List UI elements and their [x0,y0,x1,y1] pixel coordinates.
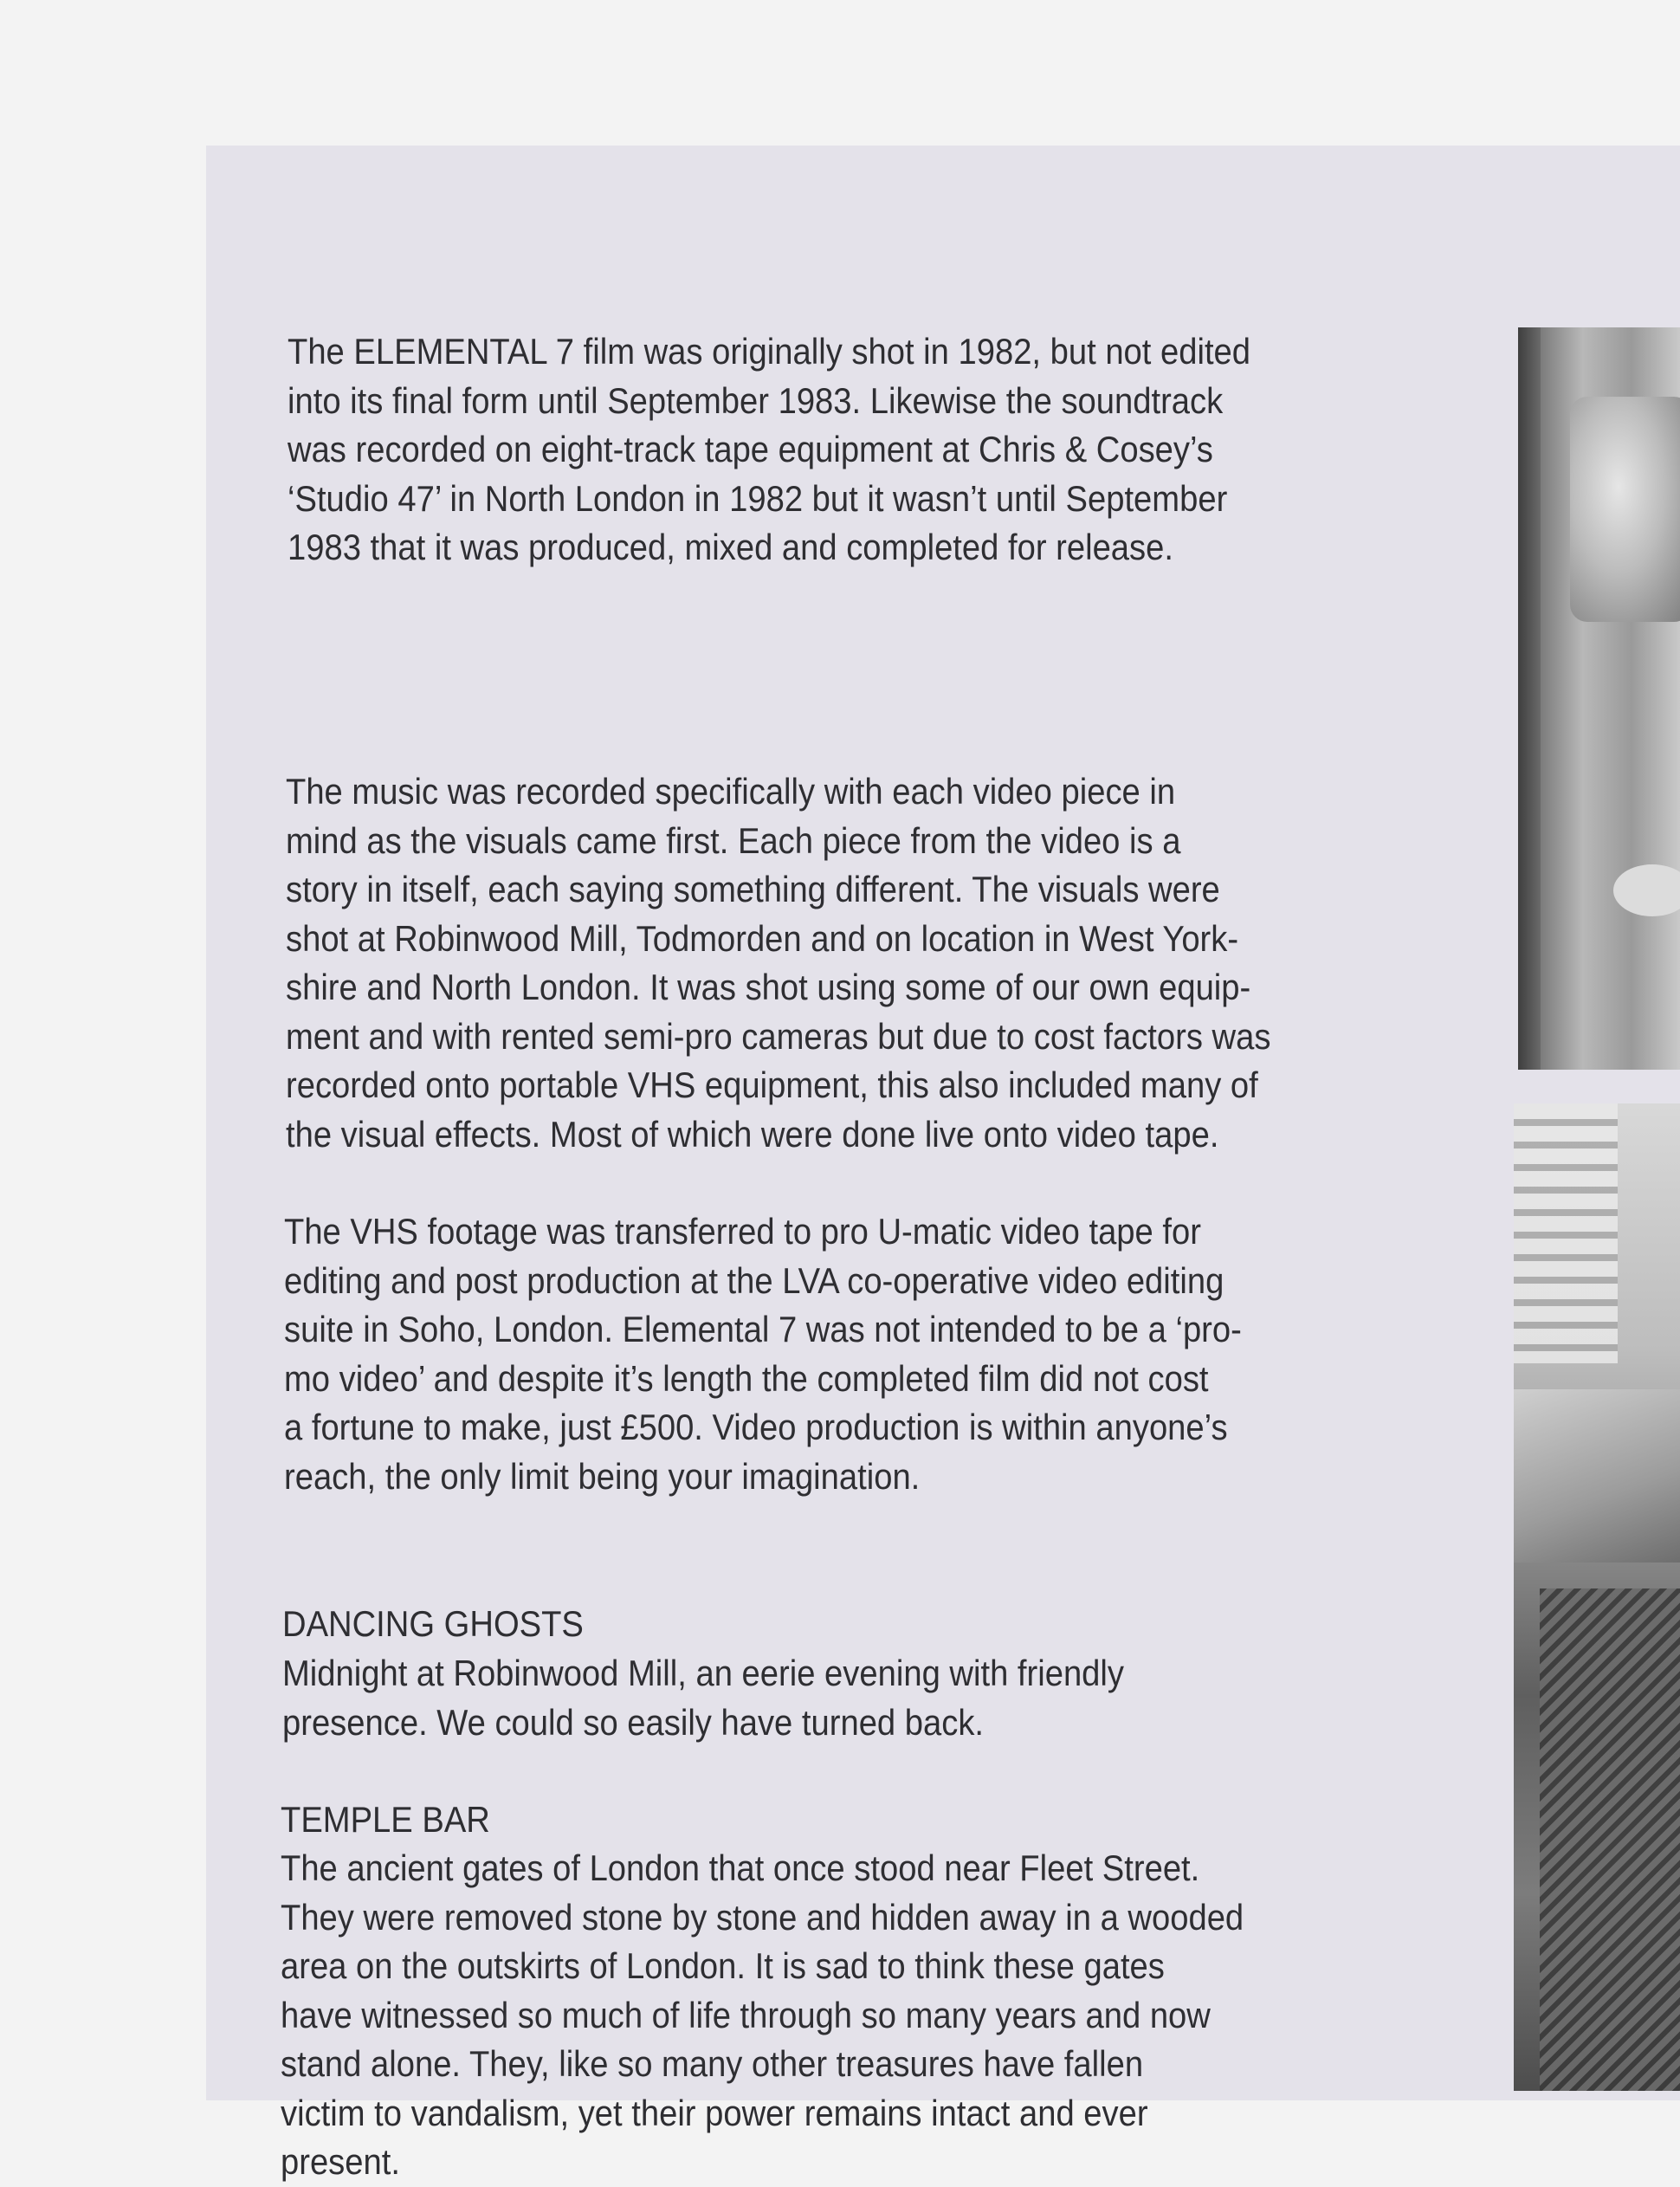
section-heading-dancing-ghosts [282,1600,584,1649]
section-heading-temple-bar [281,1796,490,1845]
text-line: the visual effects. Most of which were done live onto video tape. [286,1113,1219,1155]
paragraph-vhs [284,1207,1242,1501]
text-line: 1983 that it was produced, mixed and completed for release. [288,527,1173,567]
text-line: have witnessed so much of life through so many years and now [281,1994,1211,2035]
photo-edge [1518,327,1541,1070]
section-body-temple-bar [281,1844,1244,2187]
text-line: recorded onto portable VHS equipment, this also included many of [286,1064,1258,1105]
paragraph-music [286,767,1270,1159]
photo-road [1514,1389,1680,1563]
text-line: Midnight at Robinwood Mill, an eerie evening with friendly [282,1653,1124,1693]
text-line: story in itself, each saying something different. The visuals were [286,869,1220,909]
text-line: mo video’ and despite it’s length the completed film did not cost [284,1357,1209,1399]
photo-london-street [1514,1103,1680,2091]
photo-mill-interior [1518,327,1680,1070]
text-line: presence. We could so easily have turned back. [282,1701,985,1743]
text-line: reach, the only limit being your imagination. [284,1455,921,1497]
photo-brick-wall [1540,1588,1680,2091]
section-heading: DANCING GHOSTS [282,1603,584,1644]
text-line: The ancient gates of London that once stood near Fleet Street. [281,1847,1200,1888]
text-line: suite in Soho, London. Elemental 7 was not intended to be a ‘pro- [284,1309,1242,1349]
text-line: a fortune to make, just £500. Video production is within anyone’s [284,1407,1228,1447]
text-line: ment and with rented semi-pro cameras but due to cost factors was [286,1015,1271,1057]
text-line: was recorded on eight-track tape equipment at Chris & Cosey’s [288,429,1213,469]
section-heading: TEMPLE BAR [281,1799,490,1840]
text-line: ‘Studio 47’ in North London in 1982 but it wasn’t until September [288,477,1228,519]
text-line: shire and North London. It was shot using some of our own equip- [286,967,1251,1007]
text-line: The VHS footage was transferred to pro U-matic video tape for [284,1211,1201,1252]
section-body-dancing-ghosts [282,1649,1124,1747]
text-line: present. [281,2141,400,2182]
photo-detail [1570,397,1680,622]
text-line: area on the outskirts of London. It is sad to think these gates [281,1945,1165,1986]
text-line: The ELEMENTAL 7 film was originally shot in 1982, but not edited [288,331,1251,372]
text-line: stand alone. They, like so many other treasures have fallen [281,2043,1144,2084]
text-line: victim to vandalism, yet their power remains intact and ever [281,2092,1148,2133]
text-line: into its final form until September 1983. Likewise the soundtrack [288,379,1224,421]
text-line: mind as the visuals came first. Each piece from the video is a [286,819,1181,861]
text-line: shot at Robinwood Mill, Todmorden and on location in West York- [286,917,1239,959]
photo-detail [1613,864,1680,916]
booklet-page [206,146,1680,2182]
text-line: They were removed stone by stone and hidden away in a wooded [281,1896,1244,1938]
text-line: The music was recorded specifically with each video piece in [286,771,1176,812]
text-line: editing and post production at the LVA co-operative video editing [284,1259,1224,1301]
photo-building [1514,1103,1618,1363]
paragraph-intro [288,327,1250,573]
